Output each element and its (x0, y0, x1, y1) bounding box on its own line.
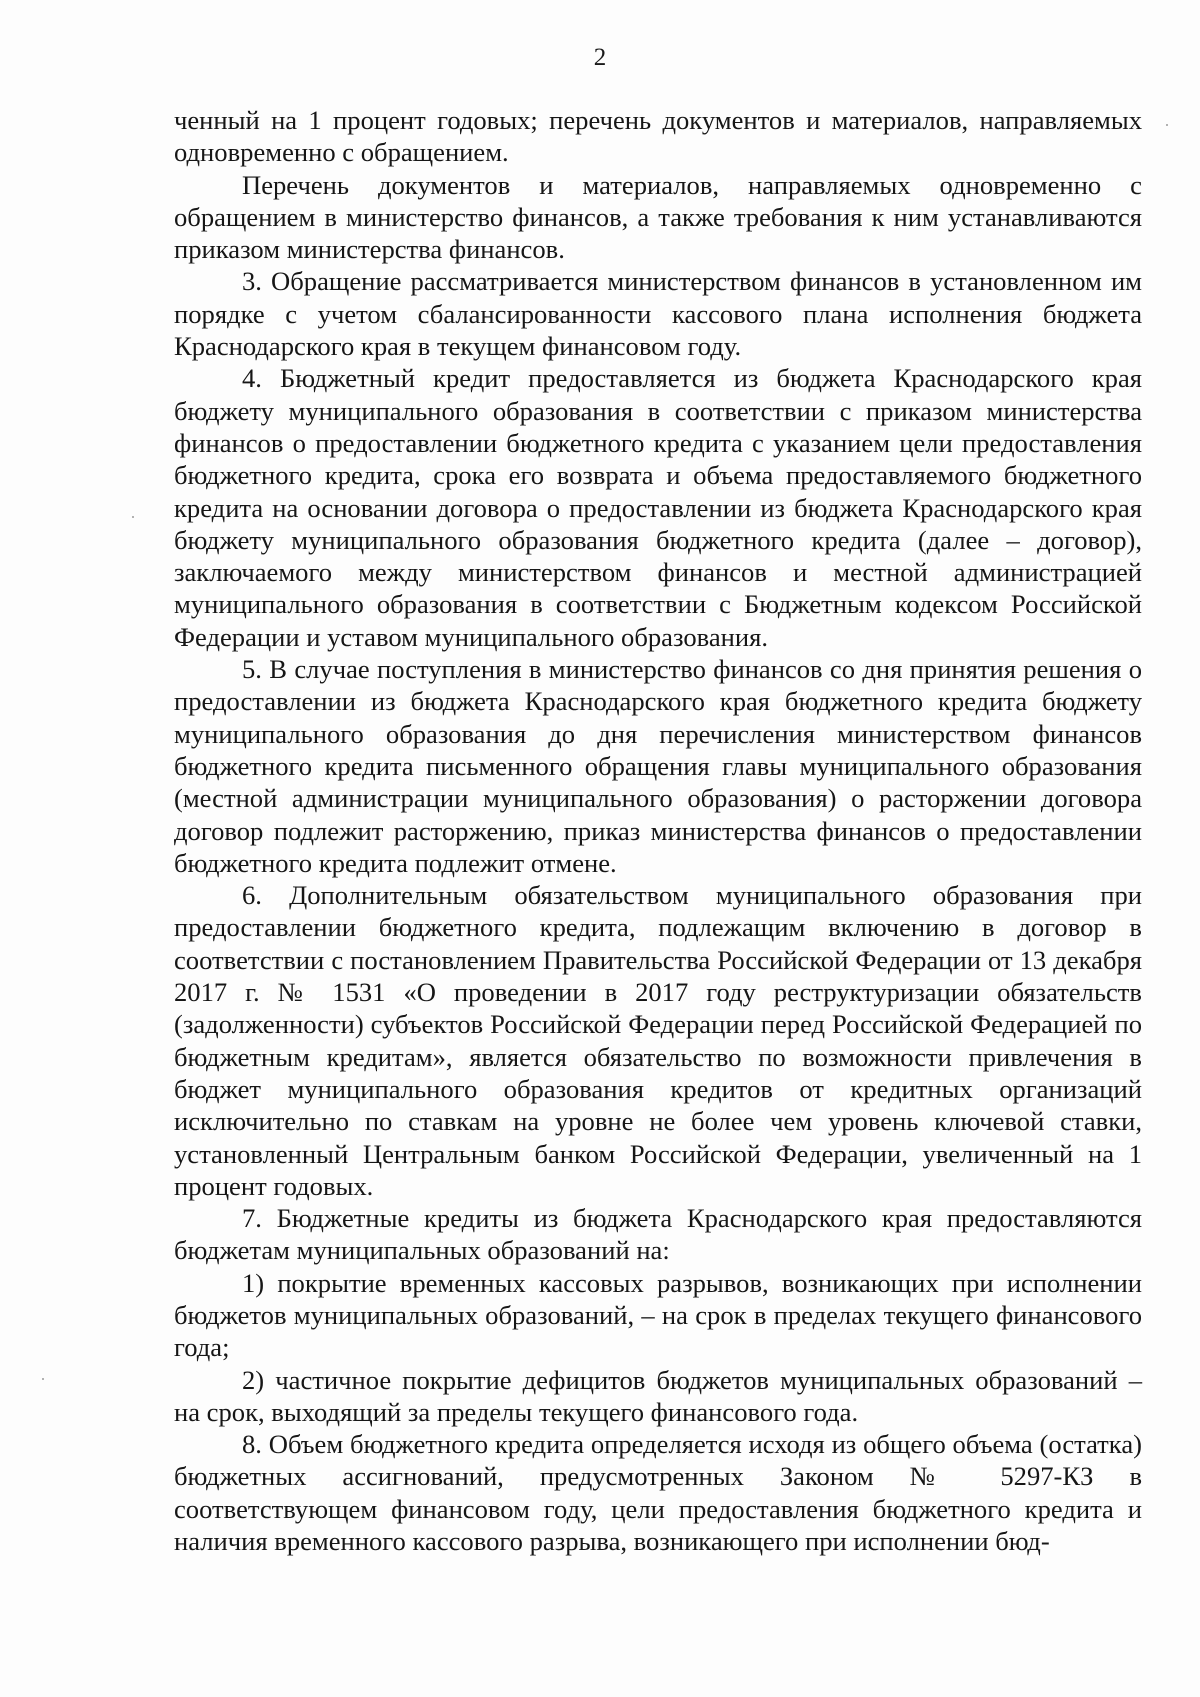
scan-speck (1166, 124, 1168, 126)
paragraph-documents-list: Перечень документов и материалов, направляемых одновременно с обращением в министерство финансов, а также требования к ним устанавливаются приказом министерства финансов. (174, 169, 1142, 265)
paragraph-subitem-2: 2) частичное покрытие дефицитов бюджетов муниципальных образований – на срок, выходящий за пределы текущего финансового года. (174, 1364, 1142, 1427)
document-body (174, 104, 1142, 1557)
paragraph-continuation: ченный на 1 процент годовых; перечень документов и материалов, направляемых одновременно с обращением. (174, 105, 1142, 168)
page-number: 2 (593, 44, 607, 71)
paragraph-item-7: 7. Бюджетные кредиты из бюджета Краснодарского края предоставляются бюджетам муниципальных образований на: (174, 1203, 1142, 1266)
paragraph-item-3: 3. Обращение рассматривается министерством финансов в установленном им порядке с учетом сбалансированности кассового плана исполнения бюджета Краснодарского края в текущем финансовом году. (174, 266, 1142, 362)
scan-speck (42, 1378, 44, 1380)
paragraph-item-6: 6. Дополнительным обязательством муниципального образования при предоставлении бюджетного кредита, подлежащим включению в договор в соответствии с постановлением Правительства Российской Федерации от 13 декабря 2017 г. № 1531 «О проведении в 2017 году реструктуризации обязательств (задолженности) субъектов Российской Федерации перед Российской Федерацией по бюджетным кредитам», является обязательство по возможности привлечения в бюджет муниципального образования кредитов от кредитных организаций исключительно по ставкам на уровне не более чем уровень ключевой ставки, установленный Центральным банком Российской Федерации, увеличенный на 1 процент годовых. (174, 880, 1142, 1201)
paragraph-item-8: 8. Объем бюджетного кредита определяется исходя из общего объема (остатка) бюджетных ассигнований, предусмотренных Законом № 5297-КЗ в соответствующем финансовом году, цели предоставления бюджетного кредита и наличия временного кассового разрыва, возникающего при исполнении бюд- (174, 1429, 1142, 1557)
paragraph-subitem-1: 1) покрытие временных кассовых разрывов, возникающих при исполнении бюджетов муниципальных образований, – на срок в пределах текущего финансового года; (174, 1267, 1142, 1363)
scan-speck (132, 516, 134, 518)
paragraph-item-4: 4. Бюджетный кредит предоставляется из бюджета Краснодарского края бюджету муниципального образования в соответствии с приказом министерства финансов о предоставлении бюджетного кредита с указанием цели предоставления бюджетного кредита, срока его возврата и объема предоставляемого бюджетного кредита на основании договора о предоставлении из бюджета Краснодарского края бюджету муниципального образования бюджетного кредита (далее – договор), заключаемого между министерством финансов и местной администрацией муниципального образования в соответствии с Бюджетным кодексом Российской Федерации и уставом муниципального образования. (174, 363, 1142, 652)
paragraph-item-5: 5. В случае поступления в министерство финансов со дня принятия решения о предоставлении из бюджета Краснодарского края бюджетного кредита бюджету муниципального образования до дня перечисления министерством финансов бюджетного кредита письменного обращения главы муниципального образования (местной администрации муниципального образования) о расторжении договора договор подлежит расторжению, приказ министерства финансов о предоставлении бюджетного кредита подлежит отмене. (174, 654, 1142, 878)
